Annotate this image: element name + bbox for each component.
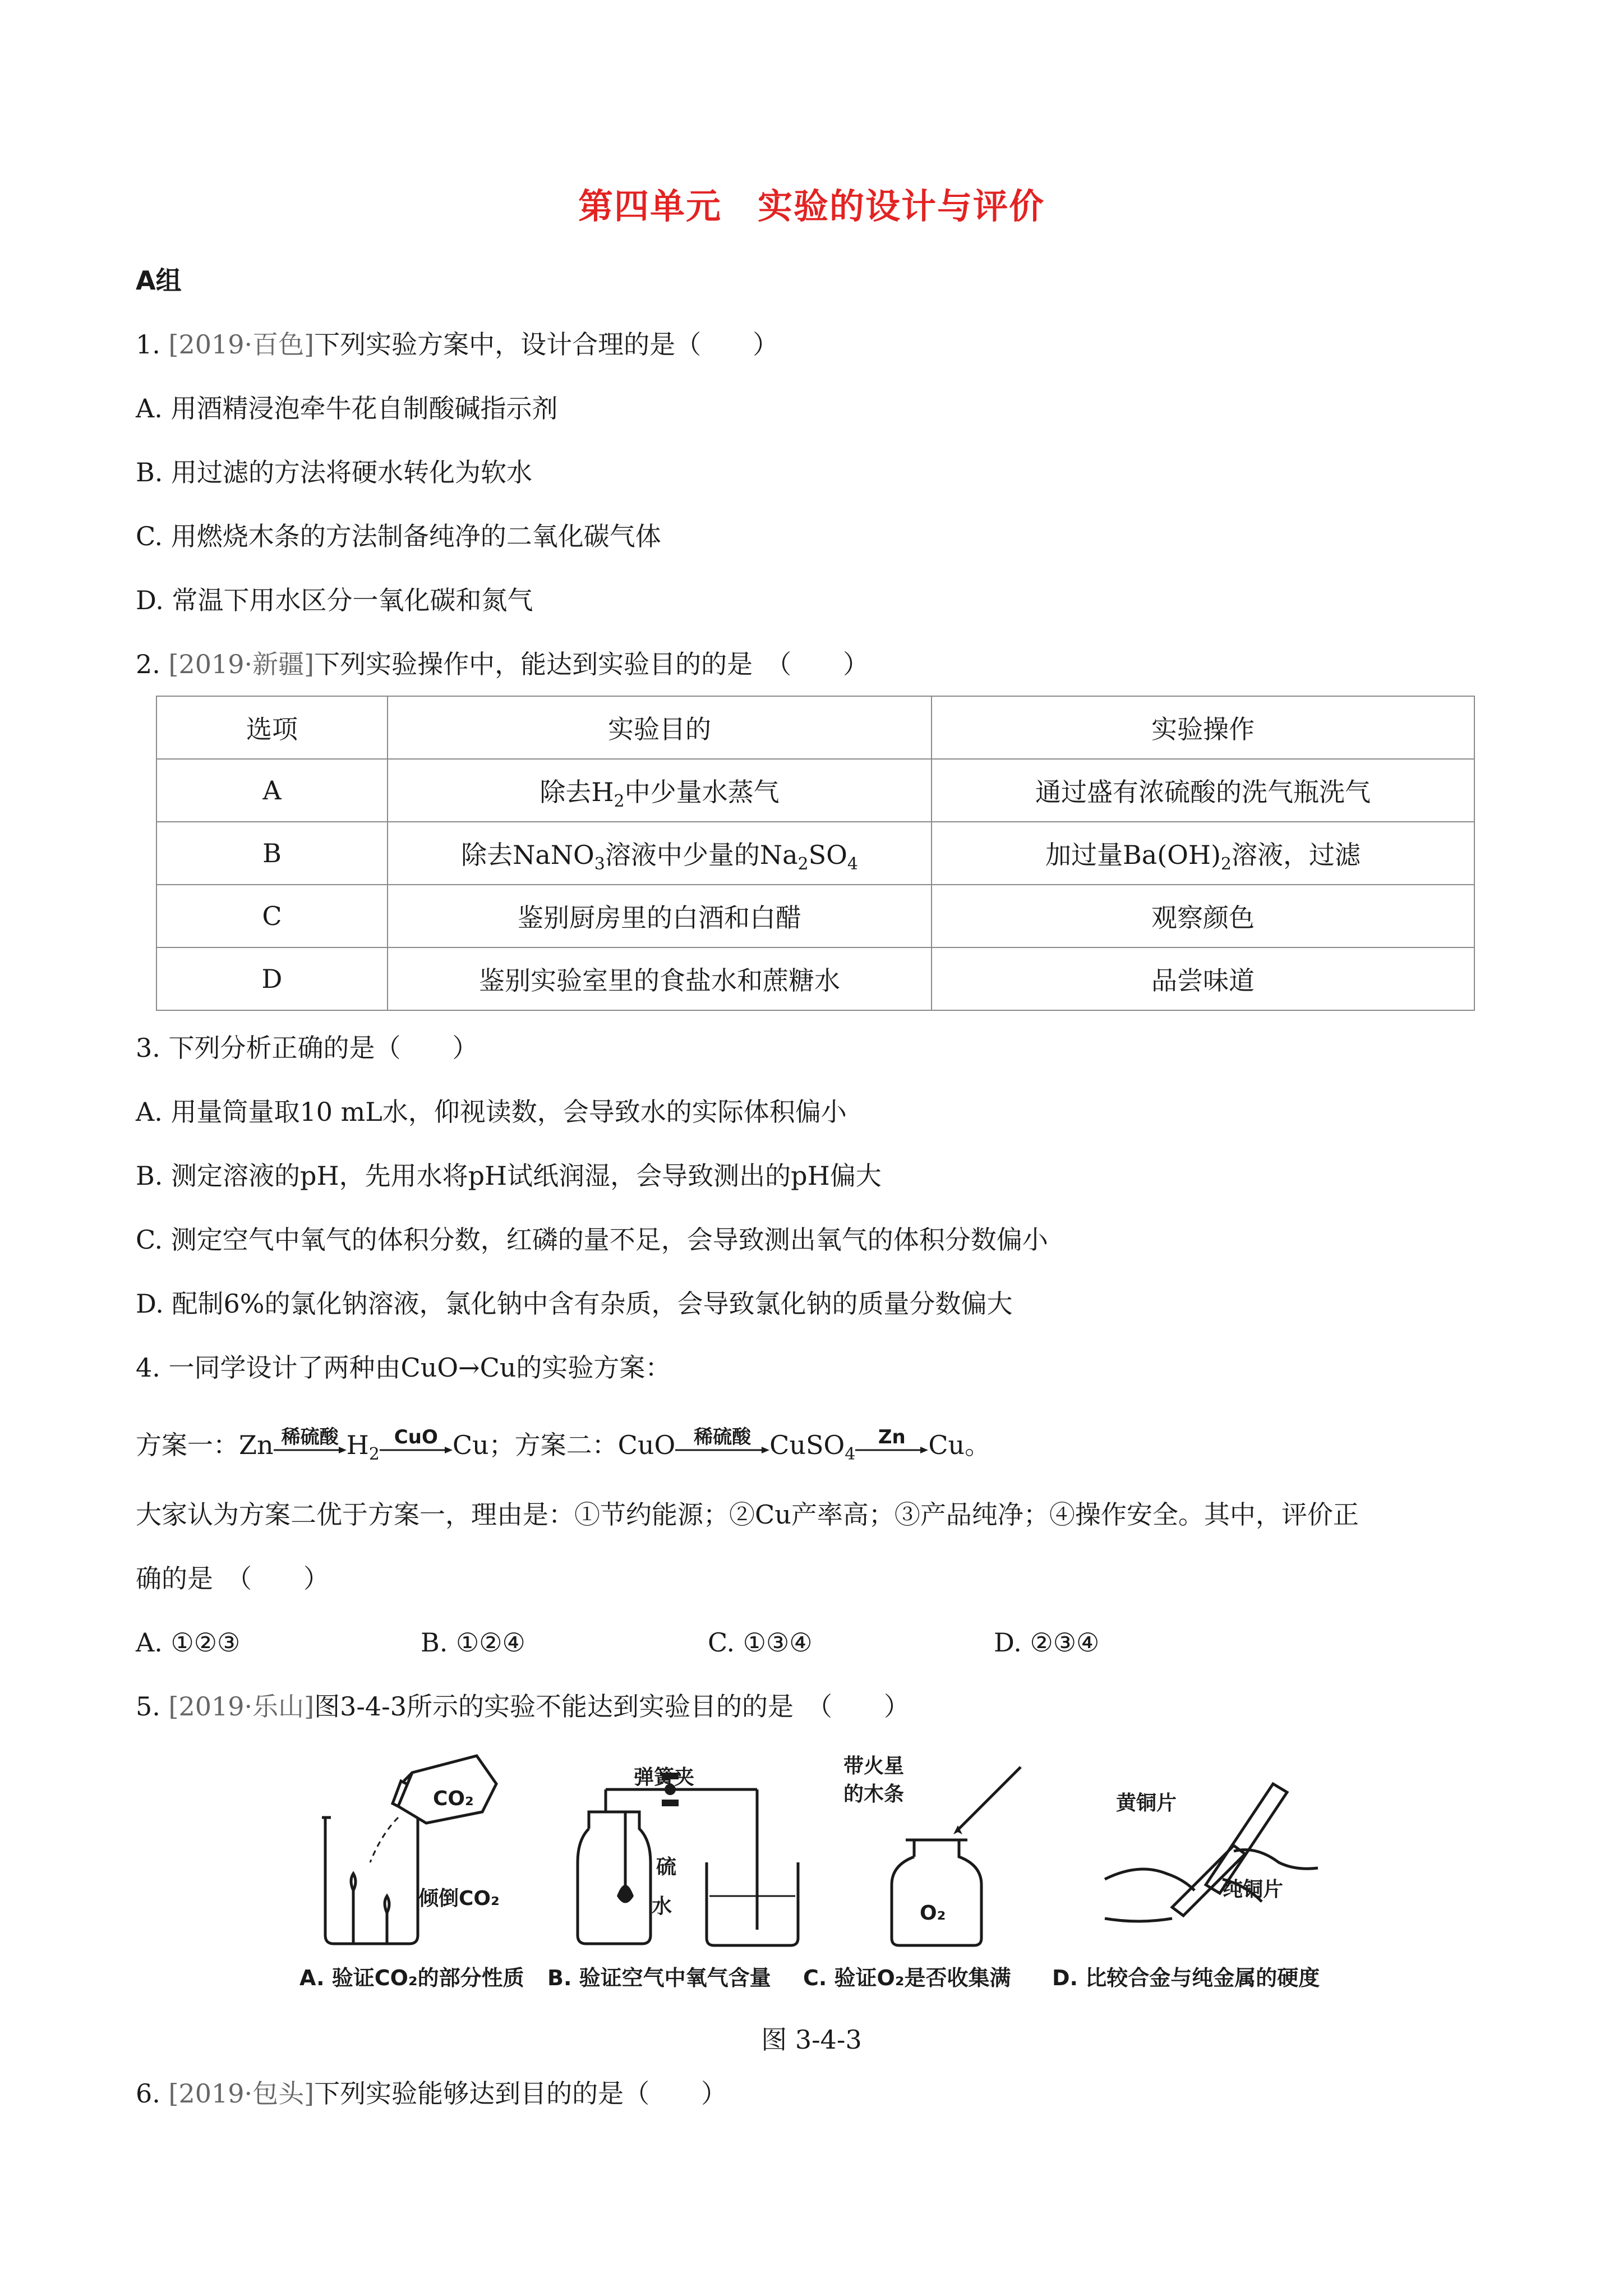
question-source: [2019·新疆] <box>168 649 315 679</box>
label-pour-co2: 倾倒CO₂ <box>418 1887 500 1910</box>
question-stem: 下列分析正确的是（ ） <box>168 1033 478 1063</box>
reaction-arrow: 稀硫酸 <box>274 1430 347 1464</box>
option-d: D. ②③④ <box>994 1627 1100 1658</box>
label-spark-stick-2: 的木条 <box>843 1783 905 1806</box>
label-copper: 纯铜片 <box>1223 1878 1284 1901</box>
reason-text-cont: 确的是 （ ） <box>136 1563 329 1594</box>
option-b: B. 用过滤的方法将硬水转化为软水 <box>136 457 533 487</box>
option-a: A. 用酒精浸泡牵牛花自制酸碱指示剂 <box>136 393 558 424</box>
table-row <box>156 822 1474 885</box>
arrow-icon <box>274 1446 347 1454</box>
question-number: 5. <box>136 1691 160 1722</box>
label-co2-bottle: CO₂ <box>433 1787 474 1810</box>
reaction-arrow: 稀硫酸 <box>675 1430 769 1464</box>
cell-option: C <box>156 885 388 947</box>
cell-operation: 通过盛有浓硫酸的洗气瓶洗气 <box>932 759 1474 822</box>
option-d: D. 配制6%的氯化钠溶液，氯化钠中含有杂质，会导致氯化钠的质量分数偏大 <box>136 1289 1013 1319</box>
option-c: C. ①③④ <box>708 1627 813 1658</box>
caption-a: A. 验证CO₂的部分性质 <box>299 1966 524 1990</box>
label-water: 水 <box>652 1895 672 1918</box>
label-brass: 黄铜片 <box>1116 1792 1177 1815</box>
reaction-arrow: Zn <box>855 1430 928 1464</box>
figure-name: 图 3-4-3 <box>761 2024 862 2055</box>
option-d: D. 常温下用水区分一氧化碳和氮气 <box>136 585 533 615</box>
option-b: B. 测定溶液的pH，先用水将pH试纸润湿，会导致测出的pH偏大 <box>136 1161 882 1191</box>
question-number: 4. <box>136 1352 160 1383</box>
option-c: C. 用燃烧木条的方法制备纯净的二氧化碳气体 <box>136 521 661 551</box>
table-row <box>156 947 1474 1010</box>
label-o2: O₂ <box>920 1902 946 1925</box>
option-b: B. ①②④ <box>421 1627 525 1658</box>
cell-option: A <box>156 759 388 822</box>
question-number: 2. <box>136 649 160 679</box>
question-stem: 下列实验能够达到目的的是（ ） <box>314 2078 727 2109</box>
header-goal: 实验目的 <box>388 696 932 759</box>
figure-a-co2-beaker <box>314 1750 516 1952</box>
cell-goal: 除去NaNO$_3$溶液中少量的$Na_2SO_4$ <box>388 822 932 885</box>
arrow-icon <box>380 1446 453 1454</box>
cell-operation: 观察颜色 <box>932 885 1474 947</box>
label-sulfur: 硫 <box>656 1856 677 1879</box>
table-row <box>156 759 1474 822</box>
question-4 <box>136 1351 671 1384</box>
question-stem: 一同学设计了两种由CuO→Cu的实验方案： <box>168 1352 671 1383</box>
question-stem: 下列实验操作中，能达到实验目的的是 （ ） <box>314 649 869 679</box>
caption-c: C. 验证O₂是否收集满 <box>803 1966 1011 1990</box>
question-3 <box>136 1031 478 1065</box>
question-source: [2019·乐山] <box>168 1691 315 1722</box>
question-source: [2019·包头] <box>168 2078 315 2109</box>
unit-title: 第四单元 实验的设计与评价 <box>578 186 1045 227</box>
option-a: A. ①②③ <box>136 1627 241 1658</box>
table-header-row <box>156 696 1474 759</box>
question-number: 6. <box>136 2078 160 2109</box>
cell-operation: 品尝味道 <box>932 947 1474 1010</box>
header-operation: 实验操作 <box>932 696 1474 759</box>
question-2 <box>136 647 869 681</box>
question-number: 1. <box>136 329 160 360</box>
question-number: 3. <box>136 1033 160 1063</box>
cell-goal: 除去$H_2$中少量水蒸气 <box>388 759 932 822</box>
question-6 <box>136 2077 727 2110</box>
question-5 <box>136 1690 910 1723</box>
figure-d-hardness <box>1094 1750 1340 1952</box>
experiment-table <box>156 696 1475 1011</box>
cell-operation: 加过量$Ba(OH)_2$溶液，过滤 <box>932 822 1474 885</box>
table-row <box>156 885 1474 947</box>
header-option: 选项 <box>156 696 388 759</box>
caption-b: B. 验证空气中氧气含量 <box>547 1966 771 1990</box>
arrow-icon <box>675 1446 769 1454</box>
label-spring-clip: 弹簧夹 <box>634 1766 695 1789</box>
reason-text: 大家认为方案二优于方案一，理由是：①节约能源；②Cu产率高；③产品纯净；④操作安全。其中，评价正 <box>136 1499 1359 1530</box>
reaction-arrow: CuO <box>380 1430 453 1464</box>
arrow-icon <box>855 1446 928 1454</box>
cell-goal: 鉴别厨房里的白酒和白醋 <box>388 885 932 947</box>
question-stem: 图3-4-3所示的实验不能达到实验目的的是 （ ） <box>314 1691 910 1722</box>
cell-option: D <box>156 947 388 1010</box>
question-stem: 下列实验方案中，设计合理的是（ ） <box>314 329 779 360</box>
cell-goal: 鉴别实验室里的食盐水和蔗糖水 <box>388 947 932 1010</box>
question-source: [2019·百色] <box>168 329 315 360</box>
label-spark-stick-1: 带火星 <box>843 1755 905 1778</box>
option-c: C. 测定空气中氧气的体积分数，红磷的量不足，会导致测出氧气的体积分数偏小 <box>136 1225 1048 1255</box>
cell-option: B <box>156 822 388 885</box>
reaction-schemes: 方案一：Zn 稀硫酸 $H_2$ CuO Cu；方案二：CuO 稀硫酸 CuSO$_4$ Zn Cu。 <box>136 1426 991 1464</box>
caption-d: D. 比较合金与纯金属的硬度 <box>1052 1966 1320 1990</box>
question-1 <box>136 328 778 361</box>
group-label: A组 <box>136 265 182 296</box>
option-a: A. 用量筒量取10 mL水，仰视读数，会导致水的实际体积偏小 <box>136 1097 847 1127</box>
